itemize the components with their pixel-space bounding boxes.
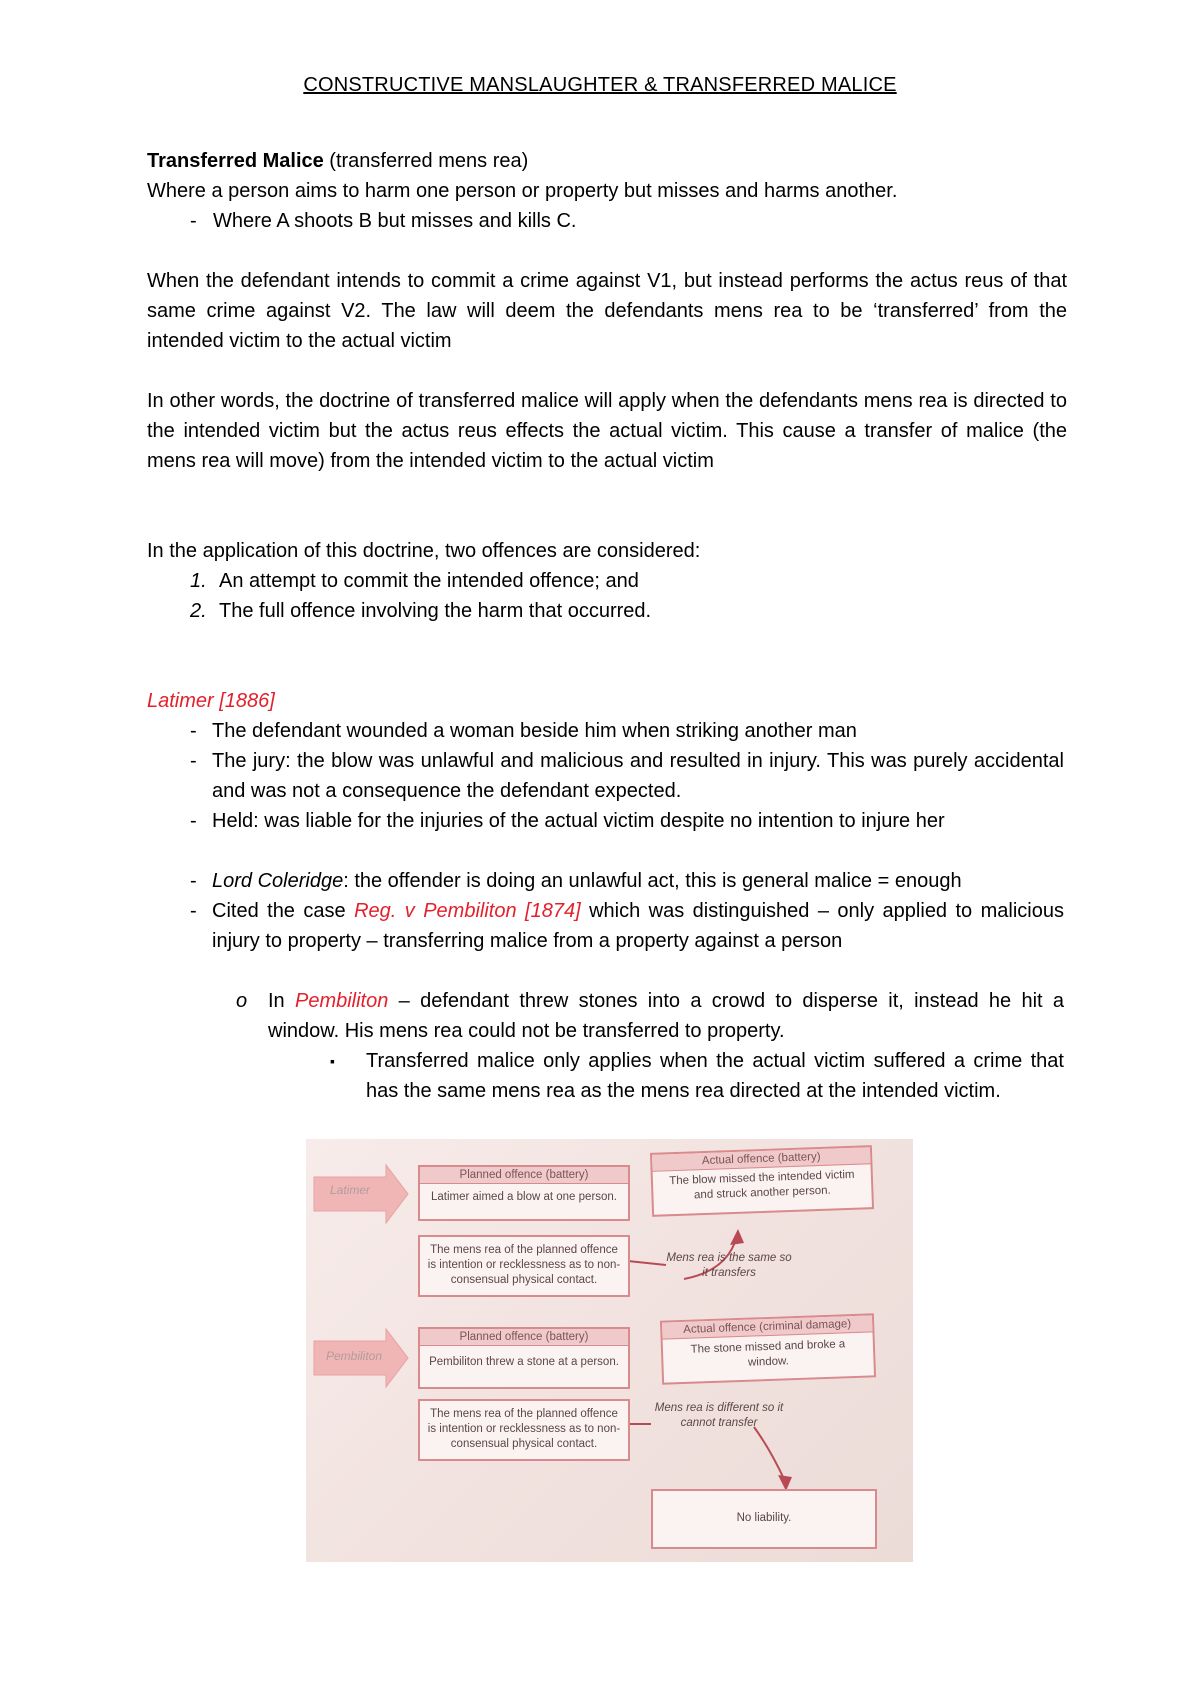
pembiliton-planned-head: Planned offence (battery): [420, 1329, 628, 1346]
pembiliton-arrow-label: Pembiliton: [326, 1349, 383, 1363]
square-bullet: ▪: [330, 1053, 335, 1069]
latimer-planned-head: Planned offence (battery): [420, 1167, 628, 1184]
rule-bullet: Transferred malice only applies when the actual victim suffered a crime that has the same mens rea as the mens rea directed at the intended victim.: [366, 1050, 1064, 1102]
pembiliton-connector: [754, 1427, 784, 1479]
intro-line: Where a person aims to harm one person or property but misses and harms another.: [147, 180, 898, 202]
case-name: Latimer [1886]: [147, 690, 275, 712]
dash-bullet: -: [190, 750, 197, 772]
latimer-connector-head: [730, 1229, 744, 1245]
case-bullet: The defendant wounded a woman beside him when striking another man: [212, 720, 857, 742]
pembiliton-actual-box: [660, 1313, 876, 1384]
case-bullet: The jury: the blow was unlawful and malicious and resulted in injury. This was purely accidental and was not a consequence the defendant expected.: [212, 750, 1064, 802]
pembiliton-actual-head: Actual offence (criminal damage): [662, 1315, 872, 1339]
cited-post: which was distinguished – only applied to malicious injury to property – transferring malice from a property against a person: [212, 900, 1064, 952]
intro-bullet: Where A shoots B but misses and kills C.: [213, 210, 577, 232]
coleridge-text: : the offender is doing an unlawful act, this is general malice = enough: [343, 870, 962, 892]
dash-bullet: -: [190, 210, 197, 232]
latimer-mensrea-link: [628, 1261, 666, 1265]
latimer-note: Mens rea is the same so it transfers: [666, 1252, 792, 1279]
pembiliton-planned-box: [418, 1327, 630, 1389]
pembiliton-mensrea-box: [418, 1399, 630, 1461]
sub-post: – defendant threw stones into a crowd to disperse it, instead he hit a window. His mens rea could not be transferred to property.: [268, 990, 1064, 1042]
dash-bullet: -: [190, 900, 197, 922]
circle-bullet: o: [236, 990, 248, 1012]
latimer-mensrea-text: The mens rea of the planned offence is intention or recklessness as to non-consensual physical contact.: [427, 1244, 621, 1286]
dash-bullet: -: [190, 810, 197, 832]
application-lead: In the application of this doctrine, two offences are considered:: [147, 540, 701, 562]
sub-pre: In: [268, 990, 295, 1012]
latimer-planned-box: [418, 1165, 630, 1221]
pembiliton-actual-body: The stone missed and broke a window.: [690, 1338, 846, 1369]
list-item: The full offence involving the harm that occurred.: [219, 600, 652, 622]
dash-bullet: -: [190, 720, 197, 742]
latimer-actual-head: Actual offence (battery): [652, 1147, 870, 1172]
coleridge-bullet: [212, 866, 1064, 896]
dash-bullet: -: [190, 870, 197, 892]
cited-case: Reg. v Pembiliton [1874]: [354, 900, 581, 922]
pembiliton-planned-body: Pembiliton threw a stone at a person.: [429, 1356, 619, 1368]
latimer-actual-box: [650, 1145, 874, 1217]
paragraph-other-words: In other words, the doctrine of transferred malice will apply when the defendants mens rea is directed to the intended victim but the actus reus effects the actual victim. This cause a transfer of malice (the mens rea will move) from the intended victim to the actual victim: [147, 390, 1067, 472]
cited-bullet: [212, 896, 1064, 956]
list-item: An attempt to commit the intended offence; and: [219, 570, 639, 592]
page-title: CONSTRUCTIVE MANSLAUGHTER & TRANSFERRED MALICE: [303, 74, 897, 96]
latimer-arrow-label: Latimer: [330, 1183, 371, 1197]
sub-case: Pembiliton: [294, 990, 389, 1012]
heading-bold: Transferred Malice: [147, 150, 324, 172]
no-liability-text: No liability.: [736, 1512, 792, 1524]
pembiliton-note: Mens rea is different so it cannot transfer: [654, 1402, 784, 1429]
cited-pre: Cited the case: [212, 900, 355, 922]
heading-rest: (transferred mens rea): [323, 150, 529, 172]
pembiliton-mensrea-text: The mens rea of the planned offence is intention or recklessness as to non-consensual physical contact.: [427, 1408, 621, 1450]
diagram-photo: [306, 1139, 913, 1562]
list-number: 1.: [190, 570, 207, 592]
paragraph-definition: When the defendant intends to commit a crime against V1, but instead performs the actus reus of that same crime against V2. The law will deem the defendants mens rea to be ‘transferred’ from the intended victim to the actual victim: [147, 270, 1067, 352]
latimer-actual-body: The blow missed the intended victim and struck another person.: [669, 1168, 855, 1202]
latimer-planned-body: Latimer aimed a blow at one person.: [430, 1191, 618, 1203]
section-heading: [147, 146, 1067, 176]
latimer-mensrea-box: [418, 1235, 630, 1297]
judge-name: Lord Coleridge: [212, 870, 344, 892]
case-bullet: Held: was liable for the injuries of the actual victim despite no intention to injure her: [212, 810, 945, 832]
pembiliton-bullet: [268, 986, 1064, 1046]
list-number: 2.: [190, 600, 207, 622]
no-liability-box: [651, 1489, 877, 1549]
